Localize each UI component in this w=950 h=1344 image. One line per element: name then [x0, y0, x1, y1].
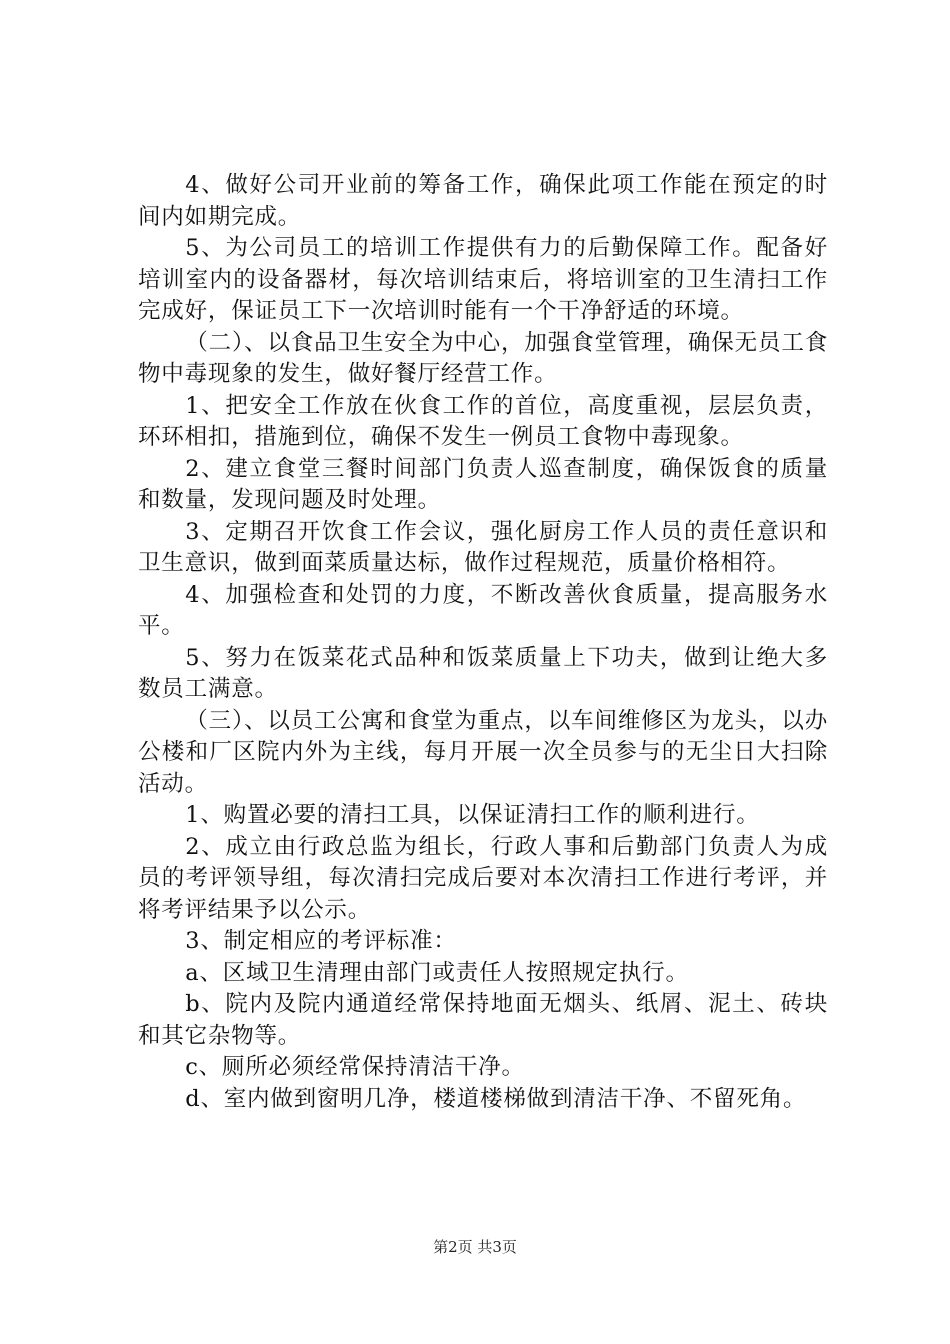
section-heading-2-food-safety: （二）、以食品卫生安全为中心，加强食堂管理，确保无员工食物中毒现象的发生，做好餐厅经营工作。: [138, 329, 828, 387]
paragraph-item-5-menu-variety: 5、努力在饭菜花式品种和饭菜质量上下功夫，做到让绝大多数员工满意。: [138, 644, 828, 702]
paragraph-item-a-area-cleaning: a、区域卫生清理由部门或责任人按照规定执行。: [185, 959, 689, 986]
paragraph-item-4-preparation: 4、做好公司开业前的筹备工作，确保此项工作能在预定的时间内如期完成。: [138, 172, 828, 230]
paragraph-item-c-restrooms: c、厕所必须经常保持清洁干净。: [185, 1054, 525, 1080]
paragraph-item-2-review-group: 2、成立由行政总监为组长，行政人事和后勤部门负责人为成员的考评领导组，每次清扫完成后要对本次清扫工作进行考评，并将考评结果予以公示。: [138, 833, 828, 923]
document-body: [138, 170, 828, 1115]
paragraph-item-b-courtyard: b、院内及院内通道经常保持地面无烟头、纸屑、泥土、砖块和其它杂物等。: [138, 991, 828, 1049]
paragraph-item-3-standards: 3、制定相应的考评标准：: [185, 928, 457, 954]
paragraph-item-4-penalties: 4、加强检查和处罚的力度，不断改善伙食质量，提高服务水平。: [138, 581, 828, 639]
page-footer: 第2页 共3页: [433, 1238, 517, 1256]
paragraph-item-1-safety-priority: 1、把安全工作放在伙食工作的首位，高度重视，层层负责，环环相扣，措施到位，确保不发生一例员工食物中毒现象。: [138, 392, 828, 450]
section-heading-3-cleaning: （三）、以员工公寓和食堂为重点，以车间维修区为龙头，以办公楼和厂区院内外为主线，每月开展一次全员参与的无尘日大扫除活动。: [138, 707, 828, 797]
paragraph-item-1-tools: 1、购置必要的清扫工具，以保证清扫工作的顺利进行。: [185, 802, 760, 828]
paragraph-item-2-inspection: 2、建立食堂三餐时间部门负责人巡查制度，确保饭食的质量和数量，发现问题及时处理。: [138, 455, 828, 513]
paragraph-item-5-training-support: 5、为公司员工的培训工作提供有力的后勤保障工作。配备好培训室内的设备器材，每次培训结束后，将培训室的卫生清扫工作完成好，保证员工下一次培训时能有一个干净舒适的环境。: [138, 235, 828, 324]
paragraph-item-d-indoor: d、室内做到窗明几净，楼道楼梯做到清洁干净、不留死角。: [185, 1085, 807, 1112]
paragraph-item-3-meetings: 3、定期召开饮食工作会议，强化厨房工作人员的责任意识和卫生意识，做到面菜质量达标，做作过程规范，质量价格相符。: [138, 518, 828, 576]
